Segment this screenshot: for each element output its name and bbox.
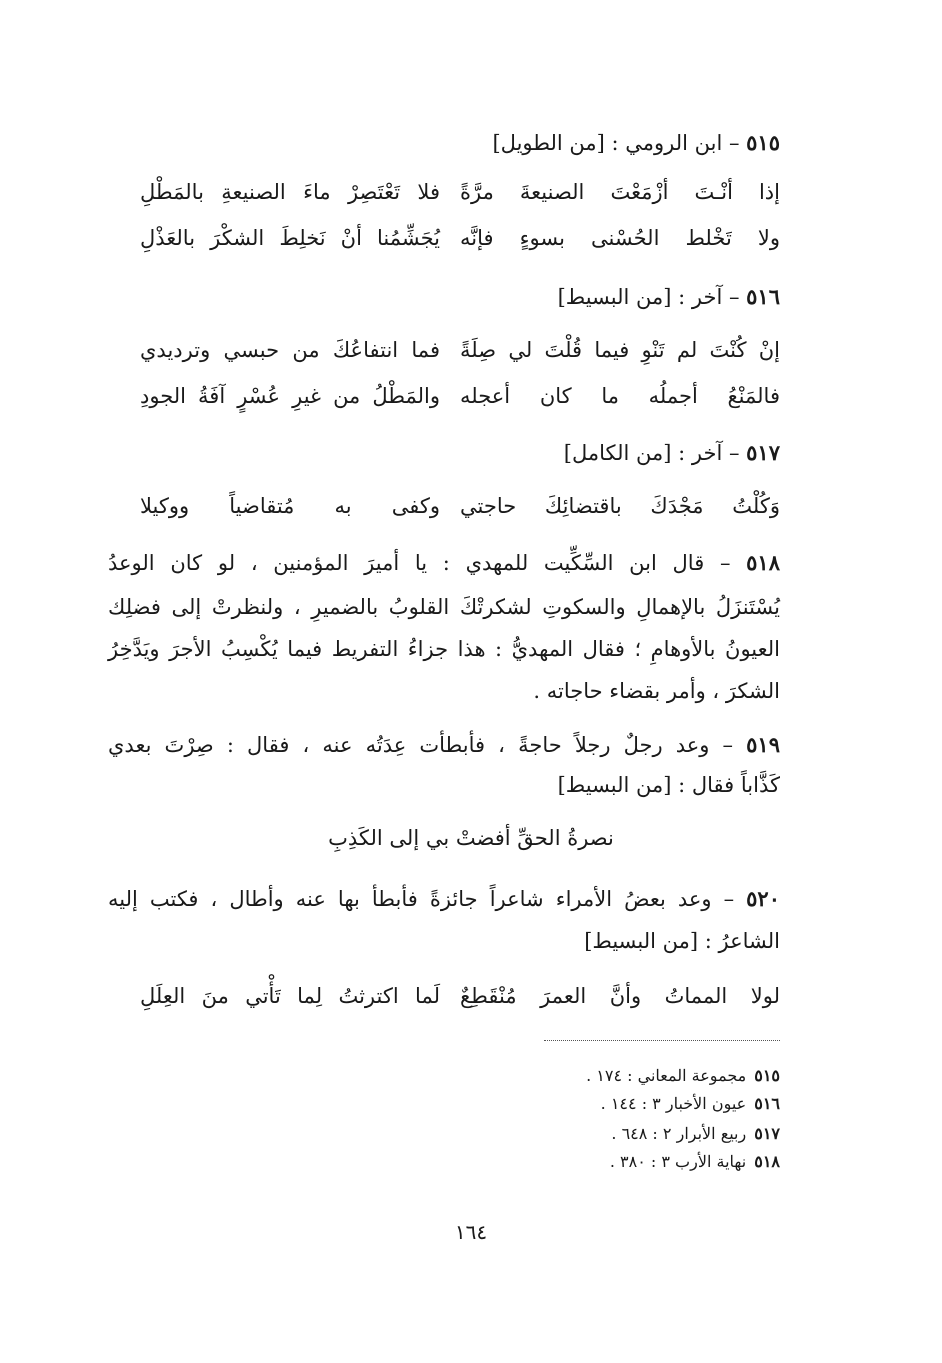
verse-line	[140, 180, 780, 214]
entry-heading-text: – آخر : [من الكامل]	[563, 441, 747, 465]
verse-first-hemistich: إذا أنْـتَ أزْمَعْتَ الصنيعةَ مرَّةً	[460, 180, 780, 204]
footnote-number: ٥١٥	[754, 1066, 780, 1085]
footnote-text: مجموعة المعاني : ١٧٤ .	[586, 1066, 747, 1085]
verse-line	[140, 984, 780, 1018]
entry-516-heading	[108, 282, 780, 312]
verse-first-hemistich: لولا المماتُ وأنَّ العمرَ مُنْقَطِعٌ	[460, 984, 780, 1008]
footnote	[610, 1152, 780, 1171]
footnote-number: ٥١٦	[754, 1094, 780, 1113]
entry-heading-text: – آخر : [من البسيط]	[557, 285, 747, 309]
footnote-number: ٥١٧	[754, 1124, 780, 1143]
verse-line	[140, 338, 780, 372]
entry-515-heading	[108, 128, 780, 158]
prose-text: – وعد بعضُ الأمراء شاعراً جائزةً فأبطأ بها عنه وأطال ، فكتب إليه	[108, 887, 747, 911]
verse-second-hemistich: والمَطْلُ من غيرِ عُسْرٍ آفَةُ الجودِ	[140, 384, 440, 408]
footnote	[601, 1094, 780, 1113]
footnote-number: ٥١٨	[754, 1152, 780, 1171]
entry-number: ٥١٥	[746, 130, 780, 155]
entry-518-line	[108, 592, 780, 622]
entry-heading-text: – ابن الرومي : [من الطويل]	[492, 131, 747, 155]
entry-number: ٥١٧	[746, 440, 780, 465]
entry-518-line	[108, 634, 780, 664]
entry-number: ٥١٦	[746, 284, 780, 309]
footnote-text: عيون الأخبار ٣ : ١٤٤ .	[600, 1094, 747, 1113]
entry-519-line	[108, 730, 780, 760]
footnote	[611, 1124, 780, 1143]
entry-520-line	[108, 926, 780, 956]
prose-text: الشاعرُ : [من البسيط]	[584, 929, 780, 953]
entry-518-line	[108, 548, 780, 578]
entry-number: ٥٢٠	[746, 886, 780, 911]
verse-second-hemistich: يُجَشِّمُنا أنْ نَخلِطَ الشكْرَ بالعَذْلِ	[140, 226, 440, 250]
verse-second-hemistich: فما انتفاعُكَ من حبسي وترديدي	[140, 338, 440, 362]
prose-text: كَذَّاباً فقال : [من البسيط]	[557, 773, 780, 797]
verse-first-hemistich: فالمَنْعُ أجملُه ما كان أعجله	[460, 384, 780, 408]
verse-line	[140, 494, 780, 528]
entry-517-heading	[108, 438, 780, 468]
entry-519-line	[108, 770, 780, 800]
prose-text: – قال ابن السِّكِّيت للمهدي : يا أميرَ المؤمنين ، لو كان الوعدُ	[108, 551, 747, 575]
page-number: ١٦٤	[454, 1220, 488, 1244]
verse-first-hemistich: ولا تَخْلط الحُسْنى بسوءٍ فإنَّه	[460, 226, 780, 250]
prose-text: العيونُ بالأوهامِ ؛ فقال المهديُّ : هذا جزاءُ التفريط فيما يُكْسِبُ الأجرَ ويَدَّخِرُ	[108, 637, 780, 661]
verse-second-hemistich: فلا تَعْتَصِرْ ماءَ الصنيعةِ بالمَطْلِ	[140, 180, 440, 204]
prose-text: يُسْتَنزَلُ بالإهمالِ والسكوتِ لشكرتْكَ القلوبُ بالضميرِ ، ولنظرتْ إلى فضلِك	[108, 595, 780, 619]
footnote-divider	[544, 1040, 780, 1041]
entry-number: ٥١٨	[746, 550, 780, 575]
verse-first-hemistich: إنْ كُنْتَ لم تَنْوِ فيما قُلْتَ لي صِلَةً	[460, 338, 780, 362]
footnote-text: نهاية الأرب ٣ : ٣٨٠ .	[609, 1152, 747, 1171]
prose-text: الشكرَ ، وأمر بقضاء حاجاته .	[533, 679, 780, 703]
verse-first-hemistich: وَكُلْتُ مَجْدَكَ باقتضائِكَ حاجتي	[460, 494, 780, 518]
entry-518-line	[108, 676, 780, 706]
verse-second-hemistich: لَما اكترثتُ لِما تَأْتي منَ العِلَلِ	[140, 984, 440, 1008]
footnote	[586, 1066, 780, 1085]
verse-line	[140, 226, 780, 260]
entry-520-line	[108, 884, 780, 914]
footnote-text: ربيع الأبرار ٢ : ٦٤٨ .	[611, 1124, 747, 1143]
verse-second-hemistich: وكفى به مُتقاضياً ووكيلا	[140, 494, 440, 518]
entry-number: ٥١٩	[746, 732, 780, 757]
prose-text: – وعد رجلٌ رجلاً حاجةً ، فأبطأت عِدَتُه عنه ، فقال : صِرْتَ بعدي	[108, 733, 747, 757]
verse-line	[140, 384, 780, 418]
centered-verse: نصرةُ الحقِّ أفضتْ بي إلى الكَذِبِ	[328, 826, 614, 850]
